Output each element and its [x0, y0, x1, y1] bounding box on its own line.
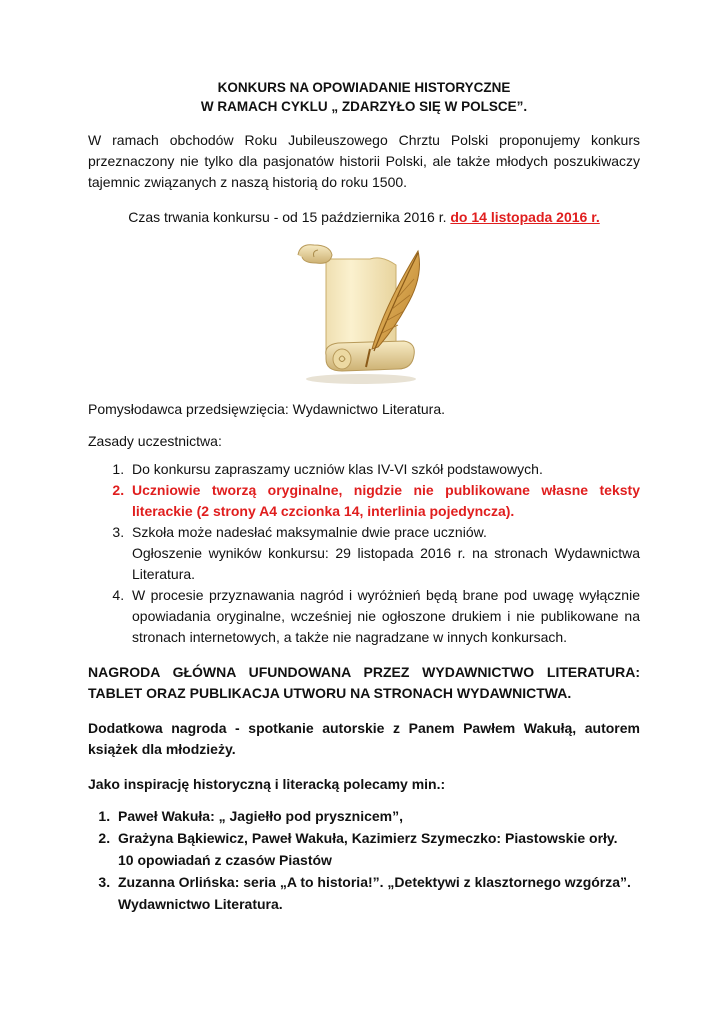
rule-results-text: Ogłoszenie wyników konkursu: 29 listopada 2016 r. na stronach Wydawnictwa Literatura.: [132, 545, 640, 582]
intro-paragraph: W ramach obchodów Roku Jubileuszowego Chrztu Polski proponujemy konkurs przeznaczony nie tylko dla pasjonatów historii Polski, ale także młodych poszukiwaczy tajemnic związanych z naszą historią do roku 1500.: [88, 132, 640, 190]
document-page: [88, 78, 640, 915]
book-list: [88, 805, 640, 915]
inspiration-heading: Jako inspirację historyczną i literacką polecamy min.:: [88, 776, 446, 792]
rule-item: [128, 585, 640, 648]
book-line: 1. Paweł Wakuła: „ Jagiełło pod prysznicem”,: [118, 808, 404, 824]
book-item: [114, 827, 640, 871]
duration-text: Czas trwania konkursu - od 15 października 2016 r.: [128, 209, 451, 225]
rule-item: [128, 522, 640, 585]
book-line: 2. Grażyna Bąkiewicz, Paweł Wakuła, Kazimierz Szymeczko: Piastowskie orły.: [118, 830, 618, 846]
book-line: 3. Zuzanna Orlińska: seria „A to historia!”. „Detektywi z klasztornego wzgórza”.: [118, 874, 631, 890]
book-publisher: Wydawnictwo Literatura.: [118, 896, 283, 912]
book-item: [114, 805, 640, 827]
deadline-text: do 14 listopada 2016 r.: [450, 209, 600, 225]
book-item: [114, 871, 640, 915]
document-title: [88, 78, 640, 116]
book-subtitle: 10 opowiadań z czasów Piastów: [118, 852, 332, 868]
title-line-2: W RAMACH CYKLU „ ZDARZYŁO SIĘ W POLSCE”.: [200, 99, 528, 114]
extra-prize: Dodatkowa nagroda - spotkanie autorskie z Panem Pawłem Wakułą, autorem książek dla młodzieży.: [88, 720, 640, 757]
rule-text: W procesie przyznawania nagród i wyróżnień będą brane pod uwagę wyłącznie opowiadania oryginalne, wcześniej nie ogłoszone drukiem i nie publikowane na stronach internetowych, a także nie nagradzane w innych konkursach.: [132, 587, 640, 645]
rule-item: [128, 459, 640, 480]
organizer-line: Pomysłodawca przedsięwzięcia: Wydawnictwo Literatura.: [88, 401, 446, 417]
main-prize: NAGRODA GŁÓWNA UFUNDOWANA PRZEZ WYDAWNICTWO LITERATURA: TABLET ORAZ PUBLIKACJA UTWORU NA STRONACH WYDAWNICTWA.: [88, 664, 640, 701]
rules-heading: Zasady uczestnictwa:: [88, 433, 222, 449]
rule-text: Do konkursu zapraszamy uczniów klas IV-VI szkół podstawowych.: [132, 461, 543, 477]
rules-list: [88, 459, 640, 648]
rule-text: 3. Szkoła może nadesłać maksymalnie dwie prace uczniów.: [132, 524, 487, 540]
contest-duration: [88, 207, 640, 227]
title-line-1: KONKURS NA OPOWIADANIE HISTORYCZNE: [217, 80, 511, 95]
rule-item: [128, 480, 640, 522]
scroll-and-quill-icon: [286, 237, 426, 387]
rule-text: Uczniowie tworzą oryginalne, nigdzie nie publikowane własne teksty literackie (2 strony A4 czcionka 14, interlinia pojedyncza).: [132, 482, 640, 519]
